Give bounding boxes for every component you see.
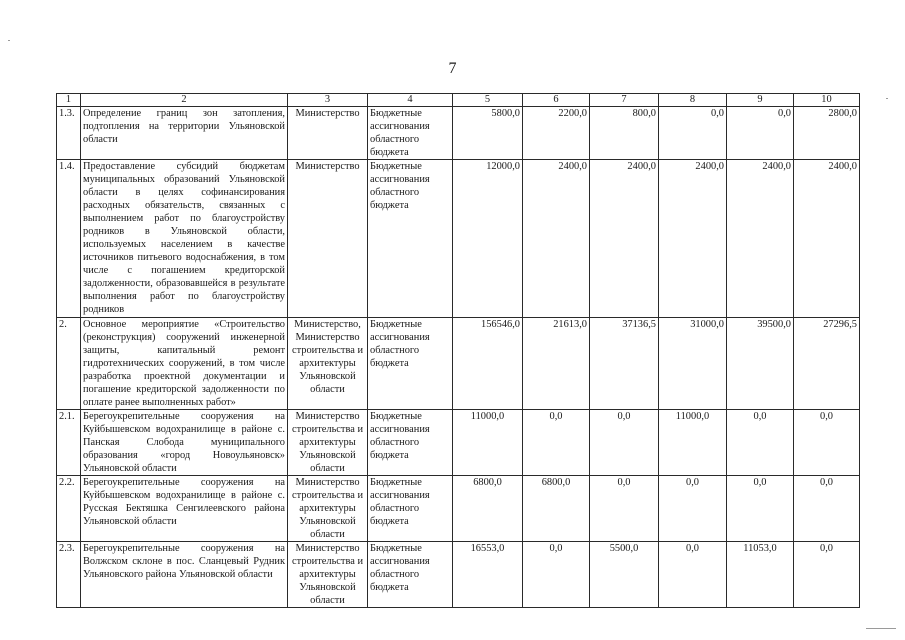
value-cell: 0,0 [794, 410, 860, 476]
value-cell: 0,0 [659, 542, 727, 608]
row-number: 2.2. [57, 476, 81, 542]
row-number: 2. [57, 318, 81, 410]
value-cell: 31000,0 [659, 318, 727, 410]
value-cell: 0,0 [590, 410, 659, 476]
value-cell: 5800,0 [453, 107, 523, 160]
value-cell: 21613,0 [523, 318, 590, 410]
funding-source: Бюджетные ассигнования областного бюджета [368, 410, 453, 476]
column-header: 5 [453, 94, 523, 107]
executor: Министерство [288, 160, 368, 318]
funding-source: Бюджетные ассигнования областного бюджета [368, 107, 453, 160]
table-row [57, 476, 860, 542]
column-header: 2 [81, 94, 288, 107]
column-header: 8 [659, 94, 727, 107]
value-cell: 6800,0 [453, 476, 523, 542]
value-cell: 6800,0 [523, 476, 590, 542]
value-cell: 37136,5 [590, 318, 659, 410]
measure-name: Берегоукрепительные сооружения на Куйбышевском водохранилище в районе с. Панская Слобода муниципального образования «город Новоульяновск» Ульяновской области [81, 410, 288, 476]
value-cell: 0,0 [590, 476, 659, 542]
table-row [57, 542, 860, 608]
scan-artifact [8, 40, 10, 41]
value-cell: 0,0 [523, 410, 590, 476]
value-cell: 2400,0 [523, 160, 590, 318]
column-header: 10 [794, 94, 860, 107]
executor: Министерство, Министерство строительства и архитектуры Ульяновской области [288, 318, 368, 410]
value-cell: 0,0 [659, 107, 727, 160]
value-cell: 11000,0 [453, 410, 523, 476]
value-cell: 12000,0 [453, 160, 523, 318]
funding-source: Бюджетные ассигнования областного бюджета [368, 318, 453, 410]
row-number: 1.3. [57, 107, 81, 160]
executor: Министерство строительства и архитектуры Ульяновской области [288, 476, 368, 542]
value-cell: 0,0 [794, 542, 860, 608]
row-number: 2.1. [57, 410, 81, 476]
row-number: 1.4. [57, 160, 81, 318]
funding-source: Бюджетные ассигнования областного бюджета [368, 542, 453, 608]
value-cell: 0,0 [659, 476, 727, 542]
value-cell: 2800,0 [794, 107, 860, 160]
column-header: 1 [57, 94, 81, 107]
measure-name: Берегоукрепительные сооружения на Волжском склоне в пос. Сланцевый Рудник Ульяновского района Ульяновской области [81, 542, 288, 608]
value-cell: 156546,0 [453, 318, 523, 410]
scan-artifact [866, 628, 896, 629]
column-header: 7 [590, 94, 659, 107]
table-row [57, 318, 860, 410]
measure-name: Берегоукрепительные сооружения на Куйбышевском водохранилище в районе с. Русская Бектяшка Сенгилеевского района Ульяновской области [81, 476, 288, 542]
table-row [57, 160, 860, 318]
value-cell: 39500,0 [727, 318, 794, 410]
value-cell: 0,0 [523, 542, 590, 608]
scan-artifact [886, 98, 888, 99]
table-header-row [57, 94, 860, 107]
value-cell: 11000,0 [659, 410, 727, 476]
executor: Министерство строительства и архитектуры Ульяновской области [288, 542, 368, 608]
value-cell: 2400,0 [590, 160, 659, 318]
value-cell: 0,0 [727, 107, 794, 160]
value-cell: 0,0 [727, 410, 794, 476]
value-cell: 0,0 [727, 476, 794, 542]
measure-name: Определение границ зон затопления, подтопления на территории Ульяновской области [81, 107, 288, 160]
table-row [57, 107, 860, 160]
value-cell: 27296,5 [794, 318, 860, 410]
measure-name: Основное мероприятие «Строительство (реконструкция) сооружений инженерной защиты, капитальный ремонт гидротехнических сооружений, в том числе разработка проектной документации и погашение кредиторской задолженности по оплате ранее выполненных работ» [81, 318, 288, 410]
executor: Министерство строительства и архитектуры Ульяновской области [288, 410, 368, 476]
column-header: 9 [727, 94, 794, 107]
value-cell: 800,0 [590, 107, 659, 160]
value-cell: 11053,0 [727, 542, 794, 608]
executor: Министерство [288, 107, 368, 160]
column-header: 4 [368, 94, 453, 107]
page-number: 7 [448, 60, 457, 77]
program-table [56, 93, 860, 608]
value-cell: 2400,0 [794, 160, 860, 318]
column-header: 3 [288, 94, 368, 107]
column-header: 6 [523, 94, 590, 107]
row-number: 2.3. [57, 542, 81, 608]
value-cell: 2400,0 [659, 160, 727, 318]
funding-source: Бюджетные ассигнования областного бюджета [368, 160, 453, 318]
value-cell: 2400,0 [727, 160, 794, 318]
value-cell: 5500,0 [590, 542, 659, 608]
value-cell: 2200,0 [523, 107, 590, 160]
funding-source: Бюджетные ассигнования областного бюджета [368, 476, 453, 542]
value-cell: 16553,0 [453, 542, 523, 608]
value-cell: 0,0 [794, 476, 860, 542]
table-row [57, 410, 860, 476]
measure-name: Предоставление субсидий бюджетам муниципальных образований Ульяновской области в целях софинансирования расходных обязательств, связанных с выполнением работ по благоустройству родников в Ульяновской области, используемых населением в качестве источников питьевого водоснабжения, в том числе с погашением кредиторской задолженности, образовавшейся в результате выполнения работ по благоустройству родников [81, 160, 288, 318]
